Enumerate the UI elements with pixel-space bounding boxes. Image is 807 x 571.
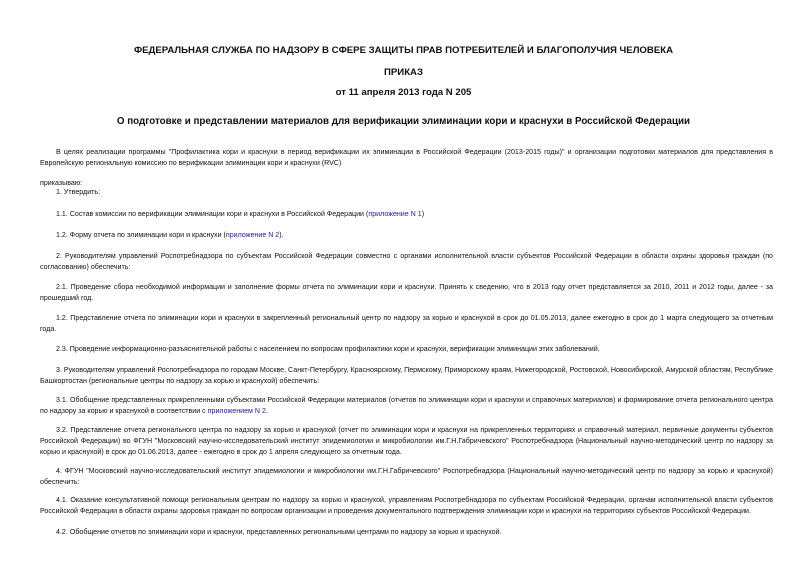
paragraph-3: 3. Руководителям управлений Роспотребнадзора по городам Москве, Санкт-Петербургу, Красноярскому, Пермскому, Приморскому краям, Нижегородской, Ростовской, Новосибирской, Амурской областям, Республике Башкортостан (региональные центры по надзору за корью и краснухой) обеспечить: (40, 366, 773, 385)
intro-paragraph: В целях реализации программы "Профилактика кори и краснухи в период верификации их элиминации в Российской Федерации (2013-2015 годы)" и организации подготовки материалов для представления в Европейскую региональную комиссию по верификации элиминации кори и краснухи (RVC) (40, 148, 773, 167)
paragraph-1-2 (40, 230, 773, 241)
doc-type-heading: ПРИКАЗ (384, 67, 423, 78)
paragraph-3-2: 3.2. Представление отчета регионального центра по надзору за корью и краснухой (отчет по элиминации кори и краснухи на прикрепленных территориях и справочный материал, первичные документы субъектов Российской Федерации) во ФГУН "Московский научно-исследовательский институт эпидемиологии и микробиологии им.Г.Н.Габричевского" Роспотребнадзора (Национальный научно-методический центр по надзору за корью и краснухой) в срок до 01.06.2013, далее - ежегодно в срок до 1 апреля следующего за отчетным года. (40, 426, 773, 456)
paragraph-2-3: 2.3. Проведение информационно-разъяснительной работы с населением по вопросам профилактики кори и краснухи, верификации элиминации этих заболеваний. (56, 345, 600, 353)
appendix-2-link-ref[interactable]: приложением N 2 (207, 406, 266, 415)
paragraph-4-2: 4.2. Обобщение отчетов по элиминации кори и краснухи, представленных региональными центрами по надзору за корью и краснухой. (56, 528, 502, 536)
paragraph-1: 1. Утвердить: (56, 188, 101, 196)
paragraph-2-2: 1.2. Представление отчета по элиминации кори и краснухи в закрепленный региональный центр по надзору за корью и краснухой в срок до 01.05.2013, далее ежегодно в срок до 1 марта следующего за отчетным года. (40, 314, 773, 333)
appendix-2-link[interactable]: приложение N 2 (225, 231, 280, 239)
paragraph-1-1-end: ) (421, 210, 425, 218)
paragraph-1-2-text: 1.2. Форму отчета по элиминации кори и краснухи ( (56, 231, 226, 239)
paragraph-3-1 (40, 395, 773, 417)
paragraph-4: 4. ФГУН "Московский научно-исследовательский институт эпидемиологии и микробиологии им.Г.Н.Габричевского" Роспотребнадзора (Национальный научно-методический центр по надзору за корью и краснухой) обеспечить: (40, 467, 773, 486)
paragraph-3-1-end: . (265, 406, 268, 415)
paragraph-1-1 (40, 209, 773, 220)
document-title: О подготовке и представлении материалов для верификации элиминации кори и краснухи в Российской Федерации (116, 116, 691, 127)
appendix-1-link[interactable]: приложение N 1 (368, 210, 422, 218)
agency-heading: ФЕДЕРАЛЬНАЯ СЛУЖБА ПО НАДЗОРУ В СФЕРЕ ЗАЩИТЫ ПРАВ ПОТРЕБИТЕЛЕЙ И БЛАГОПОЛУЧИЯ ЧЕЛОВЕКА (133, 45, 674, 56)
paragraph-1-1-text: 1.1. Состав комиссии по верификации элиминации кори и краснухи в Российской Федерации ( (56, 210, 369, 218)
date-number-heading: от 11 апреля 2013 года N 205 (335, 87, 472, 98)
order-word: приказываю: (40, 179, 83, 187)
paragraph-2-1: 2.1. Проведение сбора необходимой информации и заполнение формы отчета по элиминации кори и краснухи. Принять к сведению, что в 2013 году отчет представляется за 2010, 2011 и 2012 годы, далее - за прошедший год. (40, 283, 773, 302)
paragraph-3-1-text: 3.1. Обобщение представленных прикрепленными субъектами Российской Федерации материалов (отчетов по элиминации кори и краснухи и справочных материалов) и формирование отчета регионального центра по надзору за корью и краснухой в соответствии с (40, 396, 773, 415)
paragraph-2: 2. Руководителям управлений Роспотребнадзора по субъектам Российской Федерации совместно с органами исполнительной власти субъектов Российской Федерации в области охраны здоровья граждан (по согласованию) обеспечить: (40, 252, 773, 271)
paragraph-4-1: 4.1. Оказание консультативной помощи региональным центрам по надзору за корью и краснухой, управлениям Роспотребнадзора по субъектам Российской Федерации, органам исполнительной власти субъектов Российской Федерации в области охраны здоровья граждан по вопросам организации и проведения документального подтверждения элиминации кори и краснухи на территориях субъектов Российской Федерации. (40, 496, 773, 515)
paragraph-1-2-end: ). (279, 231, 284, 239)
